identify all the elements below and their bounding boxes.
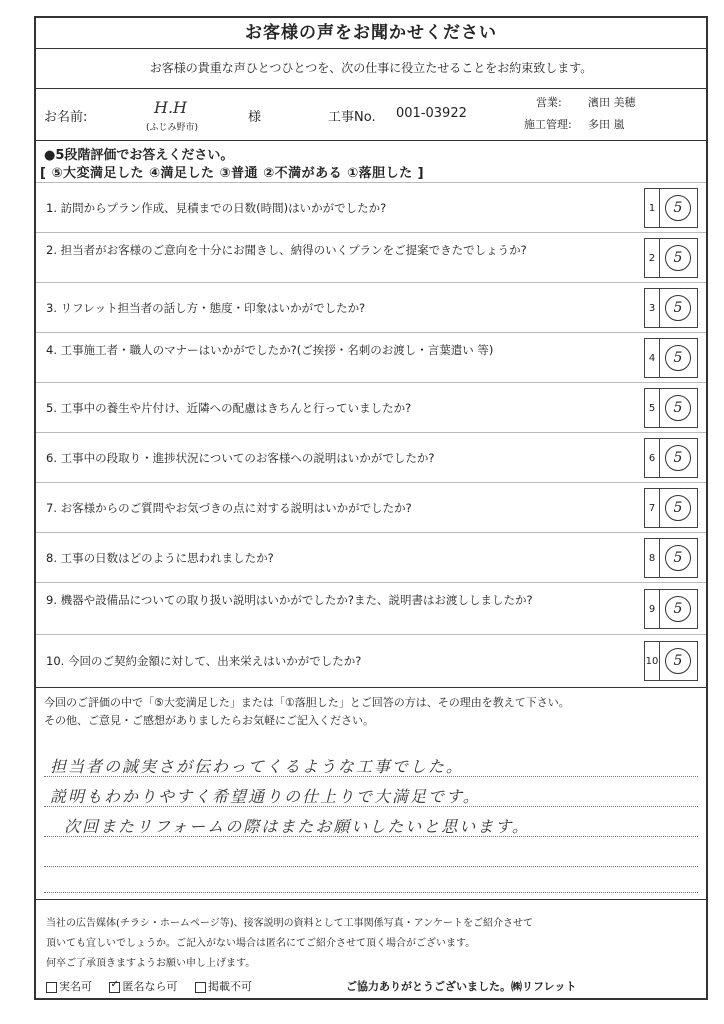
sales-value: 濱田 美穂 bbox=[588, 96, 636, 109]
answer-circle: 5 bbox=[665, 495, 691, 521]
question-no: 4. bbox=[46, 343, 57, 357]
answer-circle: 5 bbox=[665, 195, 691, 221]
question-no: 3. bbox=[46, 301, 57, 315]
answer-box-no: 7 bbox=[645, 489, 660, 527]
answer-box bbox=[644, 488, 698, 528]
answer-box bbox=[644, 338, 698, 378]
question-text: 工事施工者・職人のマナーはいかがでしたか?(ご挨拶・名刺のお渡し・言葉遣い 等) bbox=[60, 343, 494, 357]
answer-box-no: 5 bbox=[645, 389, 660, 427]
question-no: 5. bbox=[46, 401, 57, 415]
answer-circle: 5 bbox=[665, 445, 691, 471]
survey-form bbox=[34, 16, 708, 1000]
question-text: 工事中の段取り・進捗状況についてのお客様への説明はいかがでしたか? bbox=[60, 451, 435, 465]
location-text: (ふじみ野市) bbox=[146, 123, 199, 133]
comment-line-2: 説明もわかりやすく希望通りの仕上りで大満足です。 bbox=[50, 787, 481, 806]
answer-circle: 5 bbox=[665, 295, 691, 321]
rating-heading: ●5段階評価でお答えください。 bbox=[44, 148, 234, 163]
answer-circle: 5 bbox=[665, 596, 691, 622]
question-no: 9. bbox=[46, 593, 57, 607]
comment-prompt-2: その他、ご意見・ご感想がありましたらお気軽にご記入ください。 bbox=[44, 714, 374, 727]
thanks-text: ご協力ありがとうございました。㈱リフレット bbox=[346, 980, 577, 993]
answer-box-no: 1 bbox=[645, 189, 660, 227]
question-row bbox=[36, 582, 706, 635]
form-title: お客様の声をお聞かせください bbox=[36, 18, 706, 49]
comment-prompt-1: 今回のご評価の中で「⑤大変満足した」または「①落胆した」とご回答の方は、その理由を教えて下さい。 bbox=[44, 696, 570, 709]
footer-line-3: 何卒ご了承頂きますようお願い申し上げます。 bbox=[46, 958, 256, 969]
checkbox-no-publish[interactable] bbox=[195, 982, 206, 993]
question-text: リフレット担当者の話し方・態度・印象はいかがでしたか? bbox=[60, 301, 366, 315]
answer-box bbox=[644, 388, 698, 428]
question-row bbox=[36, 282, 706, 333]
answer-circle: 5 bbox=[665, 648, 691, 674]
question-row bbox=[36, 182, 706, 233]
question-no: 10. bbox=[46, 654, 65, 668]
footer-section bbox=[36, 899, 706, 1003]
publish-options bbox=[46, 978, 252, 994]
customer-info-row bbox=[36, 88, 706, 141]
answer-box-no: 8 bbox=[645, 539, 660, 577]
answer-circle: 5 bbox=[665, 395, 691, 421]
answer-circle: 5 bbox=[665, 345, 691, 371]
question-row bbox=[36, 232, 706, 283]
name-label: お名前: bbox=[44, 110, 88, 125]
ruled-line bbox=[44, 866, 698, 867]
answer-box-no: 4 bbox=[645, 339, 660, 377]
answer-box bbox=[644, 288, 698, 328]
question-text: 今回のご契約金額に対して、出来栄えはいかがでしたか? bbox=[67, 654, 362, 668]
rating-scale: [ ⑤大変満足した ④満足した ③普通 ②不満がある ①落胆した ] bbox=[40, 166, 425, 181]
question-no: 8. bbox=[46, 551, 57, 565]
answer-box-no: 3 bbox=[645, 289, 660, 327]
answer-box bbox=[644, 589, 698, 629]
ruled-line bbox=[44, 892, 698, 893]
sales-label: 営業: bbox=[536, 96, 562, 109]
answer-box-no: 9 bbox=[645, 590, 660, 628]
question-text: お客様からのご質問やお気づきの点に対する説明はいかがでしたか? bbox=[60, 501, 412, 515]
job-no-label: 工事No. bbox=[328, 110, 376, 125]
question-text: 機器や設備品についての取り扱い説明はいかがでしたか?また、説明書はお渡ししましたか? bbox=[60, 593, 533, 607]
answer-circle: 5 bbox=[665, 245, 691, 271]
answer-box bbox=[644, 188, 698, 228]
comment-section bbox=[36, 687, 706, 900]
answer-box-no: 2 bbox=[645, 239, 660, 277]
honorific-text: 様 bbox=[248, 110, 262, 125]
question-row bbox=[36, 482, 706, 533]
question-row bbox=[36, 532, 706, 583]
question-row bbox=[36, 332, 706, 383]
job-no-value: 001-03922 bbox=[396, 106, 467, 121]
checkbox-real-name[interactable] bbox=[46, 982, 57, 993]
answer-box-no: 10 bbox=[645, 642, 660, 680]
answer-box bbox=[644, 641, 698, 681]
question-text: 工事の日数はどのように思われましたか? bbox=[60, 551, 274, 565]
answer-box bbox=[644, 238, 698, 278]
question-row bbox=[36, 382, 706, 433]
manager-label: 施工管理: bbox=[524, 118, 572, 131]
question-no: 7. bbox=[46, 501, 57, 515]
question-text: 訪問からプラン作成、見積までの日数(時間)はいかがでしたか? bbox=[60, 201, 387, 215]
comment-line-3: 次回またリフォームの際はまたお願いしたいと思います。 bbox=[64, 817, 530, 836]
opt-real-name: 実名可 bbox=[59, 980, 92, 993]
footer-line-2: 頂いても宜しいでしょうか。ご記入がない場合は匿名にてご紹介させて頂く場合がございます。 bbox=[46, 938, 476, 949]
opt-anonymous: 匿名なら可 bbox=[122, 980, 178, 993]
answer-box bbox=[644, 438, 698, 478]
question-row bbox=[36, 432, 706, 483]
question-row bbox=[36, 634, 706, 688]
answer-box-no: 6 bbox=[645, 439, 660, 477]
question-text: 担当者がお客様のご意向を十分にお聞きし、納得のいくプランをご提案できたでしょうか? bbox=[60, 243, 527, 257]
question-no: 2. bbox=[46, 243, 57, 257]
name-value: H.H bbox=[154, 98, 187, 117]
footer-line-1: 当社の広告媒体(チラシ・ホームページ等)、接客説明の資料として工事関係写真・アンケートをご紹介させて bbox=[46, 918, 534, 929]
manager-value: 多田 嵐 bbox=[588, 118, 625, 131]
question-no: 1. bbox=[46, 201, 57, 215]
form-subtitle: お客様の貴重な声ひとつひとつを、次の仕事に役立たせることをお約束致します。 bbox=[36, 48, 706, 89]
answer-box bbox=[644, 538, 698, 578]
checkbox-anonymous[interactable] bbox=[109, 982, 120, 993]
comment-line-1: 担当者の誠実さが伝わってくるような工事でした。 bbox=[50, 757, 464, 776]
answer-circle: 5 bbox=[665, 545, 691, 571]
question-text: 工事中の養生や片付け、近隣への配慮はきちんと行っていましたか? bbox=[60, 401, 412, 415]
question-no: 6. bbox=[46, 451, 57, 465]
opt-no-publish: 掲載不可 bbox=[207, 980, 252, 993]
